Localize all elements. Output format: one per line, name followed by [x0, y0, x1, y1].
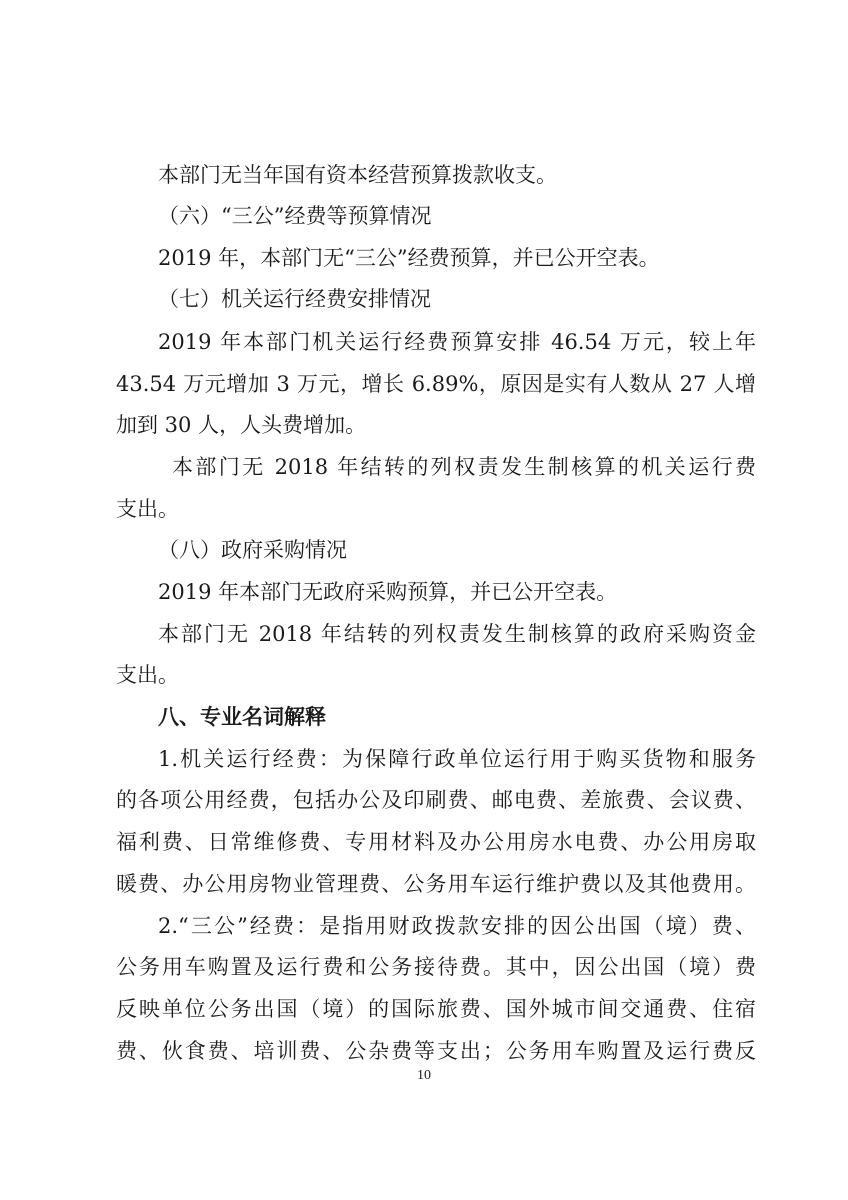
- paragraph-line: 本部门无 2018 年结转的列权责发生制核算的机关运行费: [172, 455, 756, 479]
- paragraph-line: 支出。: [116, 663, 179, 687]
- paragraph-line: 2.“三公”经费：是指用财政拨款安排的因公出国（境）费、: [158, 914, 756, 938]
- paragraph-line: 暖费、办公用房物业管理费、公务用车运行维护费以及其他费用。: [116, 872, 756, 896]
- paragraph-line: 2019 年本部门机关运行经费预算安排 46.54 万元，较上年: [158, 330, 756, 354]
- section-heading-8: （八）政府采购情况: [158, 538, 347, 562]
- paragraph-line: 支出。: [116, 497, 179, 521]
- paragraph-line: 本部门无 2018 年结转的列权责发生制核算的政府采购资金: [158, 622, 756, 646]
- section-heading-6: （六）“三公”经费等预算情况: [158, 204, 432, 228]
- paragraph-line: 加到 30 人，人头费增加。: [116, 413, 367, 437]
- section-heading-7: （七）机关运行经费安排情况: [158, 287, 431, 311]
- paragraph-line: 43.54 万元增加 3 万元，增长 6.89%，原因是实有人数从 27 人增: [116, 372, 756, 396]
- paragraph-line: 2019 年本部门无政府采购预算，并已公开空表。: [158, 580, 618, 604]
- paragraph-line: 1.机关运行经费：为保障行政单位运行用于购买货物和服务: [158, 747, 756, 771]
- chapter-heading: 八、专业名词解释: [158, 705, 326, 729]
- paragraph-line: 公务用车购置及运行费和公务接待费。其中，因公出国（境）费: [116, 955, 756, 979]
- paragraph-line: 2019 年，本部门无“三公”经费预算，并已公开空表。: [158, 246, 660, 270]
- paragraph-line: 费、伙食费、培训费、公杂费等支出；公务用车购置及运行费反: [116, 1039, 756, 1063]
- paragraph-line: 福利费、日常维修费、专用材料及办公用房水电费、办公用房取: [116, 830, 756, 854]
- paragraph-line: 本部门无当年国有资本经营预算拨款收支。: [158, 163, 557, 187]
- paragraph-line: 的各项公用经费，包括办公及印刷费、邮电费、差旅费、会议费、: [116, 788, 756, 812]
- page-number: 10: [417, 1068, 431, 1083]
- paragraph-line: 反映单位公务出国（境）的国际旅费、国外城市间交通费、住宿: [116, 997, 756, 1021]
